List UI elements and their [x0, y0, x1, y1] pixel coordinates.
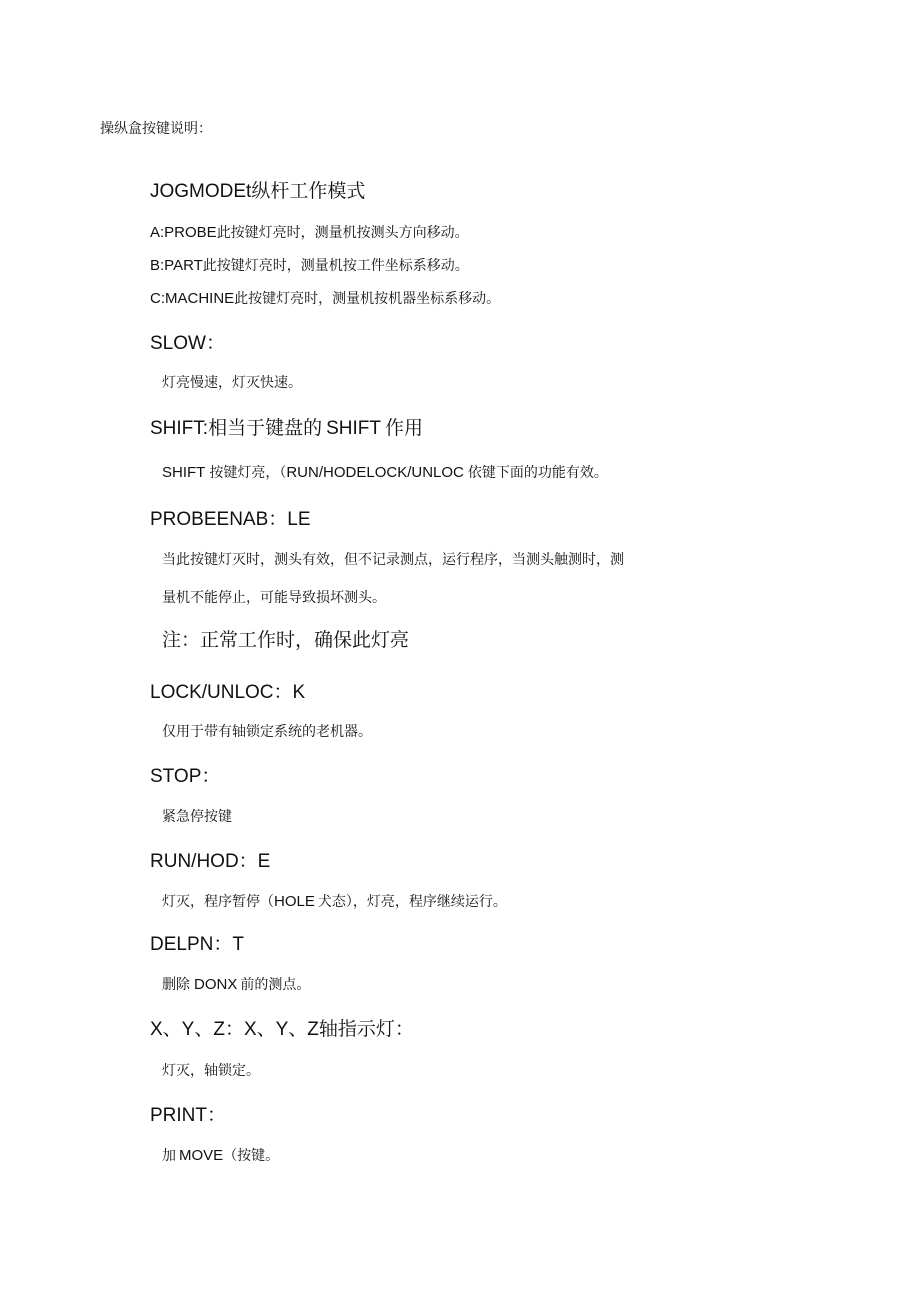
jog-b-key: B:PART	[150, 257, 203, 274]
jog-c-desc: 此按键灯亮时，测量机按机器坐标系移动。	[234, 291, 501, 307]
run-hold-heading: RUN/HOD：E	[150, 851, 271, 872]
shift-desc	[162, 465, 608, 480]
jog-heading-text: 纵杆工作模式	[251, 180, 366, 202]
jog-b-desc: 此按键灯亮时，测量机按工件坐标系移动。	[202, 258, 469, 274]
axis-indicator-heading	[150, 1020, 414, 1039]
run-desc-text2: 犬态），灯亮，程序继续运行。	[317, 894, 507, 910]
jog-mode-b	[150, 258, 469, 273]
shift-desc-key: SHIFT	[162, 464, 206, 481]
axis-heading-keys: X、Y、Z：X、Y、Z	[150, 1019, 319, 1040]
run-desc-text: 灯灭，程序暂停（	[162, 894, 274, 910]
shift-desc-text: 按键灯亮，（	[209, 465, 287, 481]
probe-enable-desc-line1: 当此按键灯灭时，测头有效，但不记录测点，运行程序，当测头触测时，测	[162, 552, 624, 568]
run-hold-desc	[162, 894, 507, 909]
delpn-desc-text: 删除	[162, 977, 190, 993]
delpn-desc-text2: 前的测点。	[240, 977, 311, 993]
stop-heading: STOP：	[150, 766, 221, 787]
shift-heading-text2: 作用	[384, 417, 423, 439]
probe-enable-note: 注：正常工作时，确保此灯亮	[162, 629, 410, 651]
shift-desc-text2: 依键下面的功能有效。	[467, 465, 608, 481]
shift-heading-key: SHIFT:	[150, 418, 209, 439]
shift-heading-key2: SHIFT	[326, 418, 381, 439]
delete-point-heading: DELPN：T	[150, 934, 244, 955]
run-desc-key: HOLE	[274, 893, 315, 910]
shift-heading	[150, 419, 423, 438]
jog-mode-heading	[150, 182, 365, 201]
print-desc-text2: （按键。	[223, 1148, 280, 1164]
slow-heading: SLOW：	[150, 333, 225, 354]
probe-enable-heading: PROBEENAB：LE	[150, 509, 311, 530]
document-title: 操纵盒按键说明：	[100, 121, 212, 137]
axis-indicator-desc: 灯灭，轴锁定。	[162, 1063, 260, 1079]
print-desc	[162, 1148, 279, 1163]
jog-heading-code: JOGMODEt	[150, 181, 252, 202]
print-desc-text: 加	[162, 1148, 176, 1164]
print-heading: PRINT：	[150, 1105, 227, 1126]
jog-mode-a	[150, 225, 469, 240]
shift-heading-text: 相当于键盘的	[208, 417, 323, 439]
jog-mode-c	[150, 291, 500, 306]
shift-desc-keys: RUN/HODELOCK/UNLOC	[286, 464, 464, 481]
jog-c-key: C:MACHINE	[150, 290, 235, 307]
axis-heading-text: 轴指示灯：	[318, 1018, 414, 1040]
stop-desc: 紧急停按键	[162, 809, 232, 825]
lock-unlock-heading: LOCK/UNLOC：K	[150, 682, 306, 703]
jog-a-key: A:PROBE	[150, 224, 217, 241]
delete-point-desc	[162, 977, 310, 992]
lock-unlock-desc: 仅用于带有轴锁定系统的老机器。	[162, 724, 372, 740]
jog-a-desc: 此按键灯亮时，测量机按测头方向移动。	[216, 225, 469, 241]
delpn-desc-key: DONX	[194, 976, 238, 993]
print-desc-key: MOVE	[179, 1147, 224, 1164]
probe-enable-desc-line2: 量机不能停止，可能导致损坏测头。	[162, 590, 386, 606]
slow-desc: 灯亮慢速，灯灭快速。	[162, 375, 302, 391]
